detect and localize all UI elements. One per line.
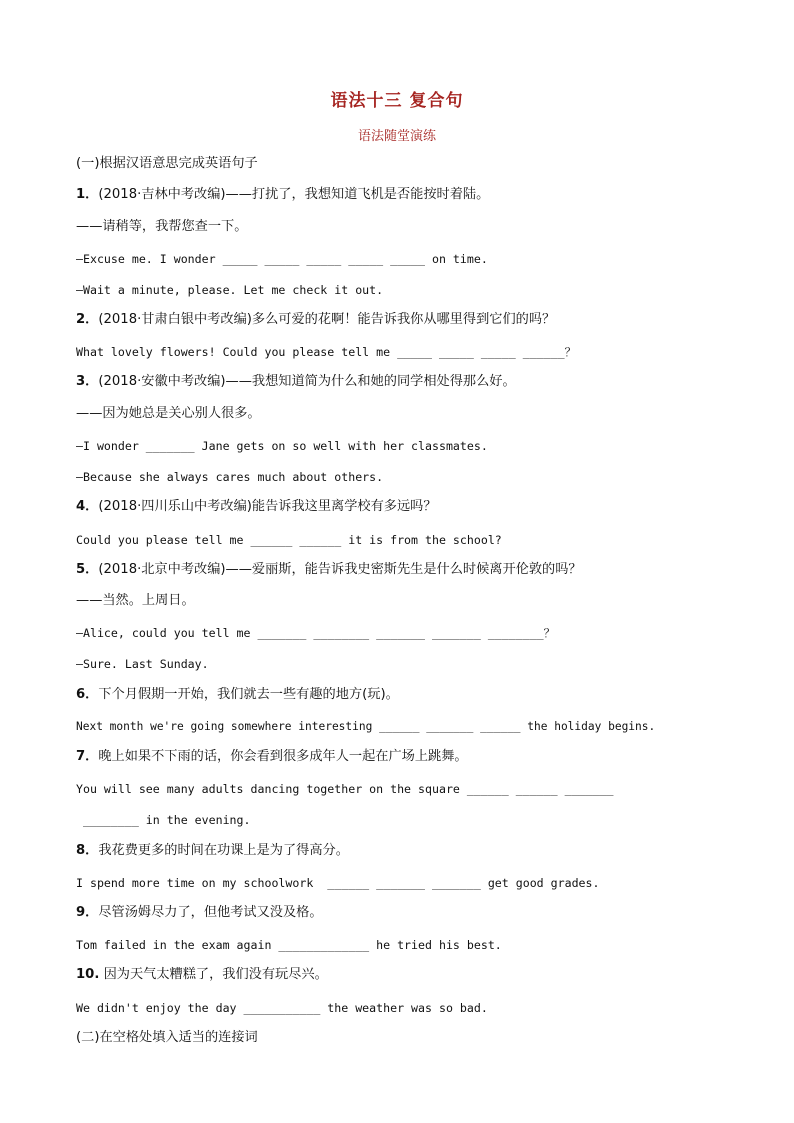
question-1-english-2: —Wait a minute, please. Let me check it out.: [76, 283, 384, 297]
question-1-chinese-reply: ——请稍等，我帮您查一下。: [76, 219, 248, 234]
question-5-english-2: —Sure. Last Sunday.: [76, 657, 209, 671]
question-prompt: 因为天气太糟糕了，我们没有玩尽兴。: [99, 967, 328, 982]
question-prompt: (2018·吉林中考改编)——打扰了，我想知道飞机是否能按时着陆。: [98, 187, 490, 202]
question-8-english-1: I spend more time on my schoolwork ______ _______ _______ get good grades.: [76, 876, 600, 890]
question-2-prompt: [76, 312, 555, 328]
question-prompt: 下个月假期一开始，我们就去一些有趣的地方(玩)。: [98, 687, 399, 702]
question-number: 2．: [76, 312, 99, 327]
question-6-prompt: [76, 687, 399, 703]
question-number: 4．: [76, 499, 99, 514]
question-prompt: (2018·四川乐山中考改编)能告诉我这里离学校有多远吗？: [98, 499, 437, 514]
question-8-prompt: [76, 843, 349, 859]
question-10-prompt: [76, 967, 328, 983]
question-10-english-1: We didn't enjoy the day ___________ the weather was so bad.: [76, 1001, 488, 1015]
question-3-english-1: —I wonder _______ Jane gets on so well with her classmates.: [76, 439, 488, 453]
question-5-english-1: —Alice, could you tell me _______ ________ _______ _______ ________？: [76, 626, 556, 640]
question-prompt: 我花费更多的时间在功课上是为了得高分。: [98, 843, 349, 858]
question-1-prompt: [76, 187, 489, 203]
question-prompt: (2018·甘肃白银中考改编)多么可爱的花啊！能告诉我你从哪里得到它们的吗？: [98, 312, 556, 327]
question-1-english-1: —Excuse me. I wonder _____ _____ _____ _____ _____ on time.: [76, 252, 488, 266]
section-heading: (一)根据汉语意思完成英语句子: [76, 156, 258, 171]
question-3-prompt: [76, 374, 516, 390]
question-7-prompt: [76, 749, 468, 765]
question-6-english-1: Next month we're going somewhere interesting ______ _______ ______ the holiday begins.: [76, 720, 656, 733]
question-7-english-1: You will see many adults dancing together on the square ______ ______ _______: [76, 782, 614, 796]
question-9-prompt: [76, 905, 323, 921]
question-number: 6．: [76, 687, 99, 702]
question-2-english-1: What lovely flowers! Could you please tell me _____ _____ _____ ______？: [76, 345, 577, 359]
question-prompt: 晚上如果不下雨的话，你会看到很多成年人一起在广场上跳舞。: [98, 749, 468, 764]
question-number: 9．: [76, 905, 99, 920]
question-5-prompt: [76, 562, 582, 578]
question-number: 7．: [76, 749, 99, 764]
question-number: 5．: [76, 562, 99, 577]
question-prompt: (2018·北京中考改编)——爱丽斯，能告诉我史密斯先生是什么时候离开伦敦的吗？: [98, 562, 582, 577]
section-heading: (二)在空格处填入适当的连接词: [76, 1030, 258, 1045]
question-number: 3．: [76, 374, 99, 389]
question-number: 10.: [76, 967, 100, 982]
question-number: 8．: [76, 843, 99, 858]
question-3-english-2: —Because she always cares much about others.: [76, 470, 384, 484]
question-prompt: 尽管汤姆尽力了，但他考试又没及格。: [98, 905, 323, 920]
question-number: 1．: [76, 187, 99, 202]
question-prompt: (2018·安徽中考改编)——我想知道简为什么和她的同学相处得那么好。: [98, 374, 516, 389]
question-7-english-2: ________ in the evening.: [76, 813, 251, 827]
page-title: 语法十三 复合句: [330, 91, 464, 111]
question-3-chinese-reply: ——因为她总是关心别人很多。: [76, 406, 261, 421]
question-9-english-1: Tom failed in the exam again _____________ he tried his best.: [76, 938, 502, 952]
question-4-english-1: Could you please tell me ______ ______ it is from the school?: [76, 533, 502, 547]
question-4-prompt: [76, 499, 437, 515]
question-5-chinese-reply: ——当然。上周日。: [76, 593, 195, 608]
page-subtitle: 语法随堂演练: [357, 129, 436, 144]
